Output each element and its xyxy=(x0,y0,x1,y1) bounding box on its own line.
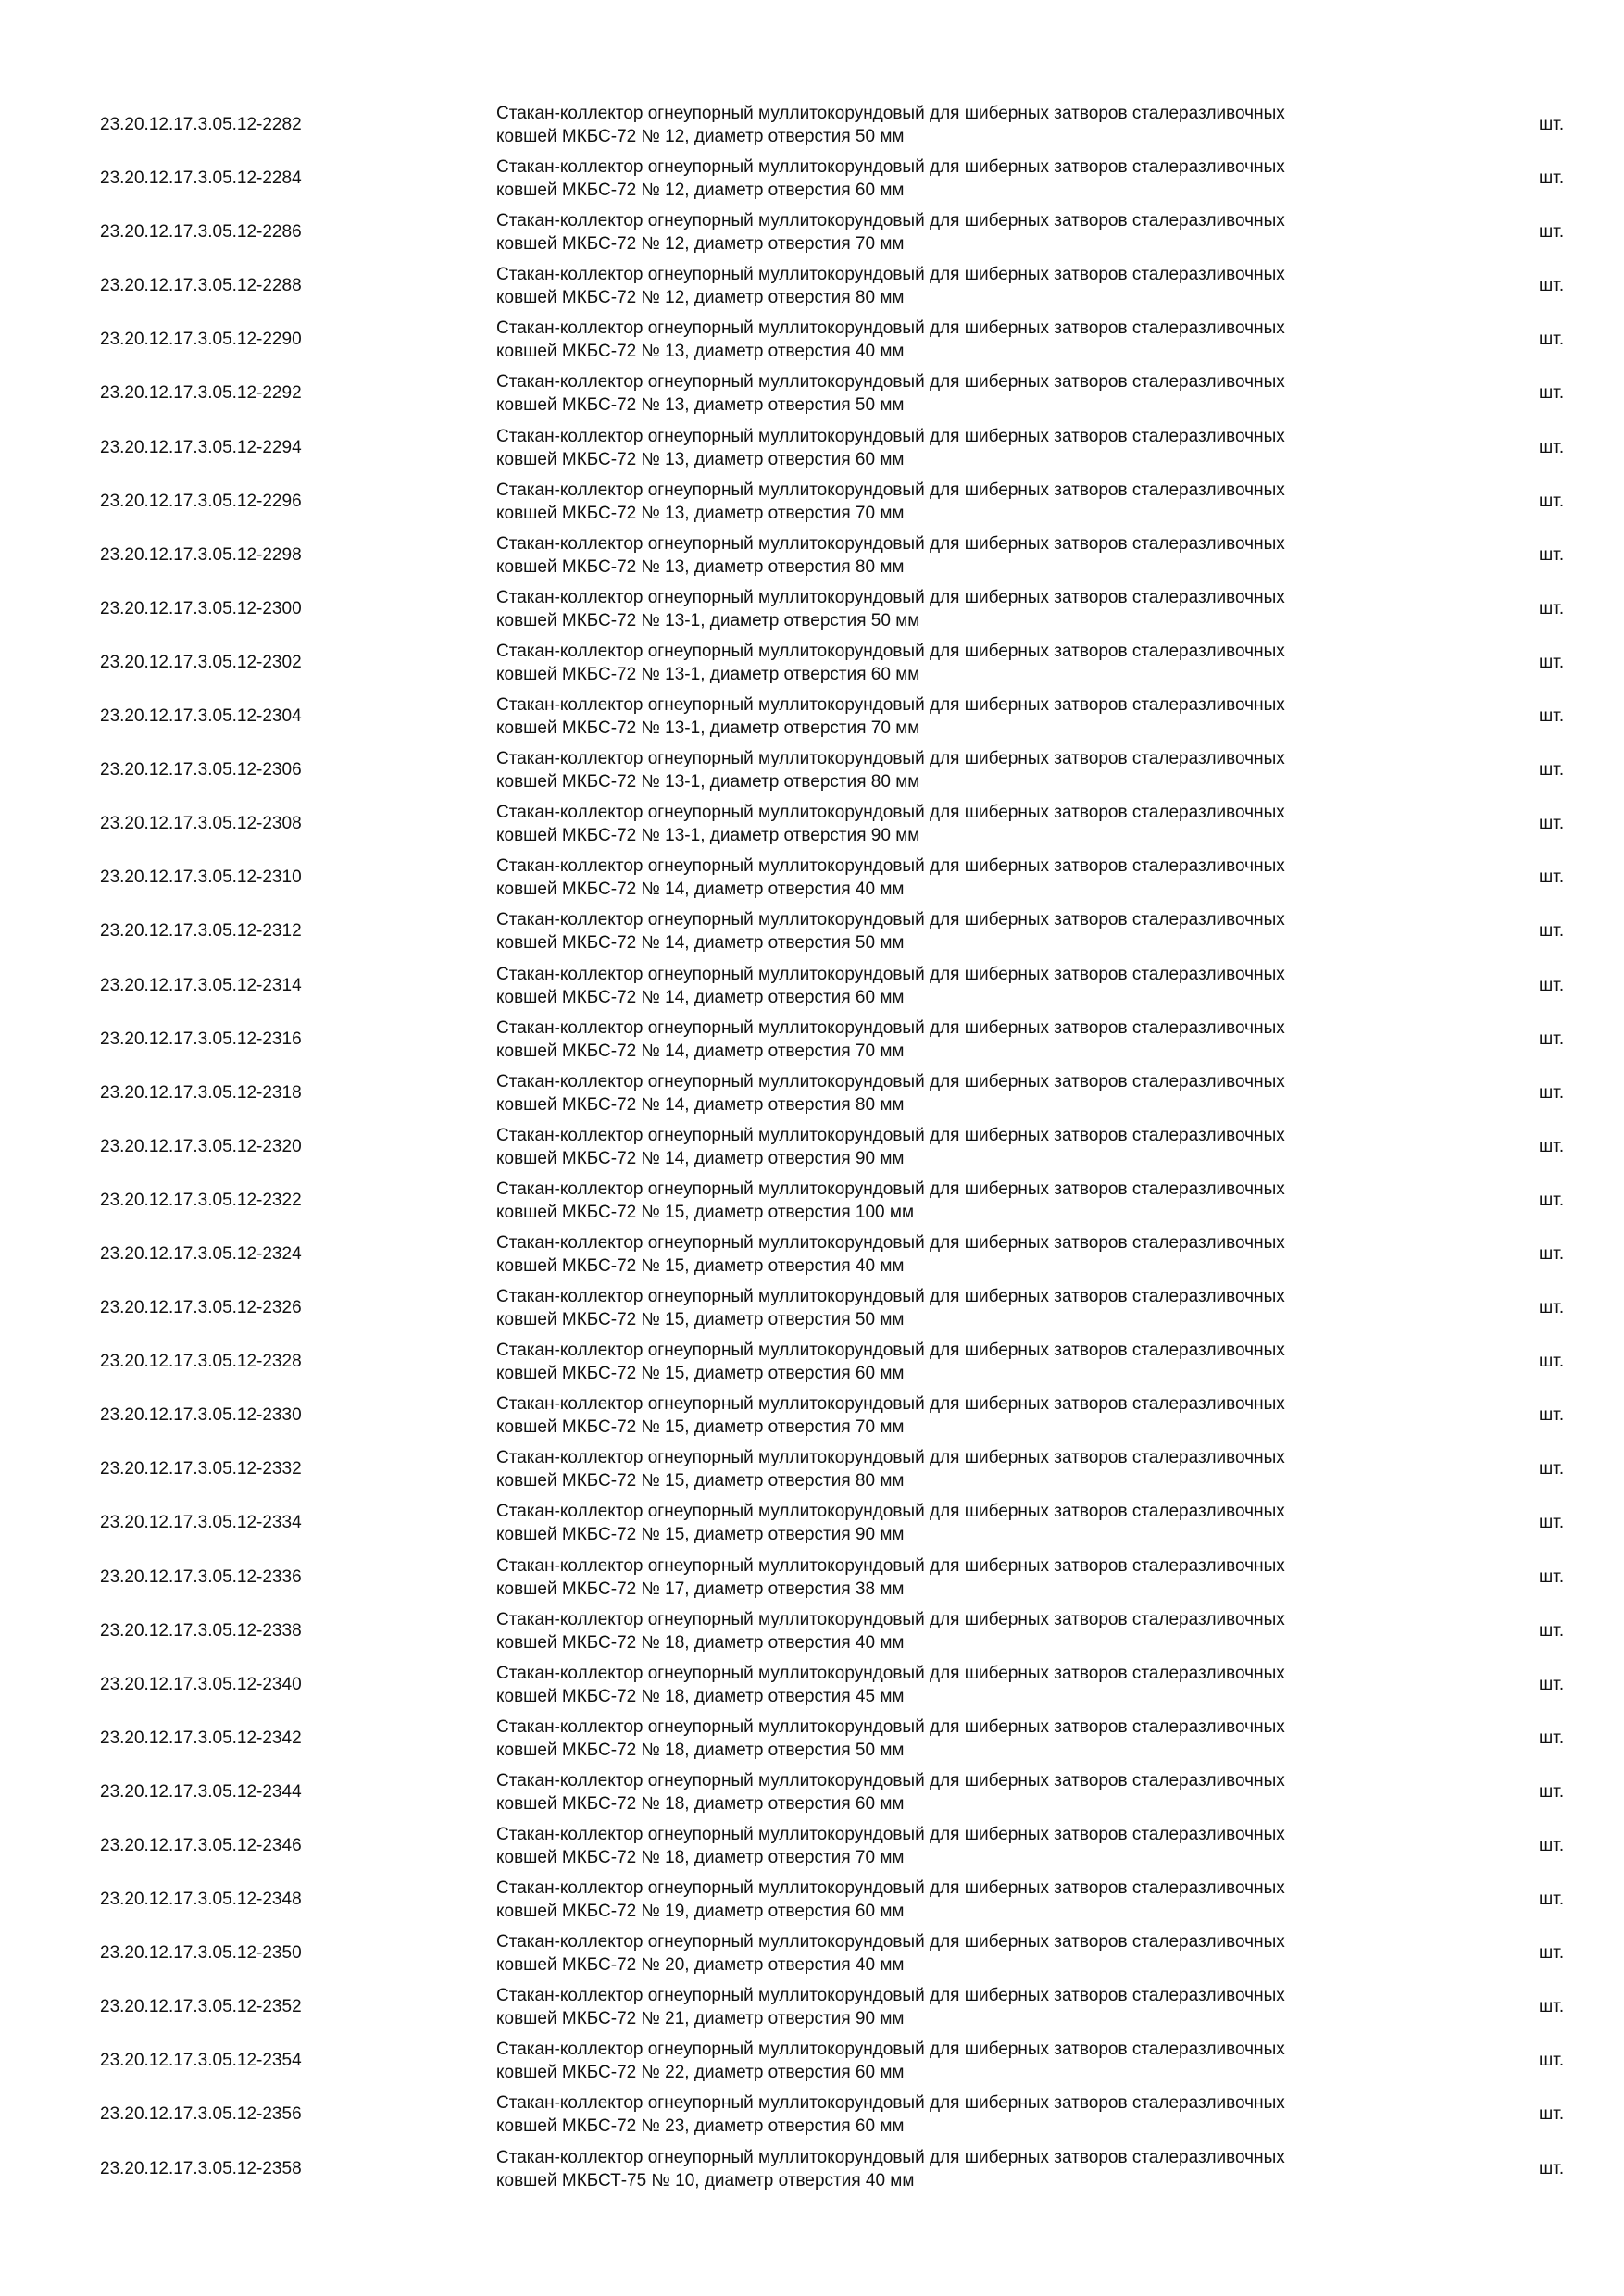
unit-of-measure: шт. xyxy=(1539,1943,1565,1964)
table-row xyxy=(0,2088,1624,2141)
table-row xyxy=(0,1658,1624,1712)
table-row xyxy=(0,1873,1624,1927)
description-line-1: Стакан-коллектор огнеупорный муллитокорундовый для шиберных затворов сталеразливочных xyxy=(496,1663,1285,1683)
unit-of-measure: шт. xyxy=(1539,1566,1565,1587)
resource-description xyxy=(496,1608,1478,1654)
unit-of-measure: шт. xyxy=(1539,544,1565,565)
description-line-1: Стакан-коллектор огнеупорный муллитокорундовый для шиберных затворов сталеразливочных xyxy=(496,1609,1285,1629)
resource-description xyxy=(496,1554,1478,1601)
resource-code: 23.20.12.17.3.05.12-2302 xyxy=(100,652,302,672)
unit-of-measure: шт. xyxy=(1539,276,1565,296)
table-row xyxy=(0,2142,1624,2196)
unit-of-measure: шт. xyxy=(1539,1190,1565,1210)
description-line-1: Стакан-коллектор огнеупорный муллитокорундовый для шиберных затворов сталеразливочных xyxy=(496,695,1285,716)
description-line-2: ковшей МКБС-72 № 18, диаметр отверстия 50 мм xyxy=(496,1740,905,1760)
table-row xyxy=(0,206,1624,259)
unit-of-measure: шт. xyxy=(1539,1836,1565,1855)
resource-code: 23.20.12.17.3.05.12-2284 xyxy=(100,168,302,189)
resource-code: 23.20.12.17.3.05.12-2292 xyxy=(100,383,302,404)
unit-of-measure: шт. xyxy=(1539,1728,1565,1748)
resource-description xyxy=(496,1178,1478,1224)
description-line-2: ковшей МКБС-72 № 13, диаметр отверстия 50 мм xyxy=(496,395,905,416)
table-row xyxy=(0,797,1624,851)
description-line-2: ковшей МКБС-72 № 23, диаметр отверстия 60 мм xyxy=(496,2116,905,2137)
unit-of-measure: шт. xyxy=(1539,1620,1565,1641)
description-line-1: Стакан-коллектор огнеупорный муллитокорундовый для шиберных затворов сталеразливочных xyxy=(496,1878,1285,1899)
description-line-1: Стакан-коллектор огнеупорный муллитокорундовый для шиберных затворов сталеразливочных xyxy=(496,641,1285,661)
table-row xyxy=(0,1281,1624,1335)
resource-code: 23.20.12.17.3.05.12-2358 xyxy=(100,2158,302,2178)
description-line-1: Стакан-коллектор огнеупорный муллитокорундовый для шиберных затворов сталеразливочных xyxy=(496,1448,1285,1468)
resource-code: 23.20.12.17.3.05.12-2320 xyxy=(100,1136,302,1156)
resource-code: 23.20.12.17.3.05.12-2332 xyxy=(100,1459,302,1479)
description-line-1: Стакан-коллектор огнеупорный муллитокорундовый для шиберных затворов сталеразливочных xyxy=(496,1232,1285,1253)
description-line-1: Стакан-коллектор огнеупорный муллитокорундовый для шиберных затворов сталеразливочных xyxy=(496,426,1285,446)
description-line-1: Стакан-коллектор огнеупорный муллитокорундовый для шиберных затворов сталеразливочных xyxy=(496,157,1285,178)
description-line-1: Стакан-коллектор огнеупорный муллитокорундовый для шиберных затворов сталеразливочных xyxy=(496,211,1285,231)
resource-description xyxy=(496,1716,1478,1762)
description-line-2: ковшей МКБС-72 № 14, диаметр отверстия 90 мм xyxy=(496,1148,905,1168)
resource-code: 23.20.12.17.3.05.12-2334 xyxy=(100,1513,302,1533)
table-row xyxy=(0,2034,1624,2088)
description-line-1: Стакан-коллектор огнеупорный муллитокорундовый для шиберных затворов сталеразливочных xyxy=(496,1770,1285,1791)
description-line-2: ковшей МКБС-72 № 18, диаметр отверстия 70 мм xyxy=(496,1848,905,1867)
resource-description xyxy=(496,1877,1478,1923)
resource-description xyxy=(496,747,1478,793)
resource-code: 23.20.12.17.3.05.12-2338 xyxy=(100,1620,302,1641)
description-line-1: Стакан-коллектор огнеупорный муллитокорундовый для шиберных затворов сталеразливочных xyxy=(496,2040,1285,2060)
table-row xyxy=(0,259,1624,313)
table-row xyxy=(0,1712,1624,1766)
resource-code: 23.20.12.17.3.05.12-2356 xyxy=(100,2104,302,2125)
description-line-2: ковшей МКБС-72 № 13-1, диаметр отверстия 50 мм xyxy=(496,610,920,630)
description-line-1: Стакан-коллектор огнеупорный муллитокорундовый для шиберных затворов сталеразливочных xyxy=(496,1502,1285,1522)
description-line-1: Стакан-коллектор огнеупорный муллитокорундовый для шиберных затворов сталеразливочных xyxy=(496,1986,1285,2006)
unit-of-measure: шт. xyxy=(1539,2104,1565,2125)
description-line-2: ковшей МКБС-72 № 12, диаметр отверстия 50 мм xyxy=(496,127,905,146)
table-row xyxy=(0,152,1624,206)
table-row xyxy=(0,1335,1624,1389)
table-row xyxy=(0,1766,1624,1819)
table-row xyxy=(0,98,1624,152)
unit-of-measure: шт. xyxy=(1539,598,1565,618)
resource-code: 23.20.12.17.3.05.12-2330 xyxy=(100,1405,302,1426)
table-row xyxy=(0,1819,1624,1873)
description-line-1: Стакан-коллектор огнеупорный муллитокорундовый для шиберных затворов сталеразливочных xyxy=(496,1716,1285,1737)
resource-description xyxy=(496,479,1478,525)
unit-of-measure: шт. xyxy=(1539,2051,1565,2071)
resource-description xyxy=(496,855,1478,901)
description-line-2: ковшей МКБС-72 № 18, диаметр отверстия 60 мм xyxy=(496,1793,905,1814)
table-row xyxy=(0,582,1624,636)
description-line-1: Стакан-коллектор огнеупорный муллитокорундовый для шиберных затворов сталеразливочных xyxy=(496,1394,1285,1415)
table-row xyxy=(0,1551,1624,1604)
description-line-1: Стакан-коллектор огнеупорный муллитокорундовый для шиберных затворов сталеразливочных xyxy=(496,1125,1285,1145)
table-row xyxy=(0,1013,1624,1067)
description-line-1: Стакан-коллектор огнеупорный муллитокорундовый для шиберных затворов сталеразливочных xyxy=(496,749,1285,769)
description-line-1: Стакан-коллектор огнеупорный муллитокорундовый для шиберных затворов сталеразливочных xyxy=(496,480,1285,500)
unit-of-measure: шт. xyxy=(1539,1459,1565,1479)
resource-description xyxy=(496,2146,1478,2192)
resource-description xyxy=(496,963,1478,1009)
description-line-2: ковшей МКБС-72 № 18, диаметр отверстия 40 мм xyxy=(496,1632,905,1653)
table-row xyxy=(0,313,1624,367)
resource-table xyxy=(0,98,1624,2196)
description-line-2: ковшей МКБС-72 № 12, диаметр отверстия 60 мм xyxy=(496,181,905,201)
description-line-2: ковшей МКБС-72 № 14, диаметр отверстия 70 мм xyxy=(496,1041,905,1061)
description-line-2: ковшей МКБС-72 № 15, диаметр отверстия 70 мм xyxy=(496,1417,905,1438)
unit-of-measure: шт. xyxy=(1539,1405,1565,1426)
table-row xyxy=(0,1228,1624,1281)
table-row xyxy=(0,1980,1624,2034)
description-line-1: Стакан-коллектор огнеупорный муллитокорундовый для шиберных затворов сталеразливочных xyxy=(496,1555,1285,1576)
table-row xyxy=(0,1067,1624,1120)
resource-description xyxy=(496,801,1478,847)
unit-of-measure: шт. xyxy=(1539,867,1565,888)
table-row xyxy=(0,743,1624,797)
resource-description xyxy=(496,156,1478,202)
table-row xyxy=(0,851,1624,905)
description-line-2: ковшей МКБС-72 № 18, диаметр отверстия 45 мм xyxy=(496,1686,905,1706)
resource-description xyxy=(496,1339,1478,1385)
resource-code: 23.20.12.17.3.05.12-2344 xyxy=(100,1781,302,1802)
unit-of-measure: шт. xyxy=(1539,1243,1565,1264)
description-line-2: ковшей МКБС-72 № 13-1, диаметр отверстия 80 мм xyxy=(496,772,920,792)
description-line-2: ковшей МКБС-72 № 13, диаметр отверстия 70 мм xyxy=(496,503,905,523)
table-row xyxy=(0,636,1624,690)
table-row xyxy=(0,1389,1624,1442)
resource-code: 23.20.12.17.3.05.12-2294 xyxy=(100,437,302,457)
table-row xyxy=(0,1604,1624,1658)
table-row xyxy=(0,367,1624,420)
description-line-1: Стакан-коллектор огнеупорный муллитокорундовый для шиберных затворов сталеразливочных xyxy=(496,587,1285,607)
unit-of-measure: шт. xyxy=(1539,1674,1565,1694)
resource-description xyxy=(496,640,1478,686)
unit-of-measure: шт. xyxy=(1539,1136,1565,1156)
description-line-2: ковшей МКБС-72 № 14, диаметр отверстия 80 мм xyxy=(496,1094,905,1115)
resource-code: 23.20.12.17.3.05.12-2328 xyxy=(100,1352,302,1372)
unit-of-measure: шт. xyxy=(1539,1513,1565,1533)
description-line-1: Стакан-коллектор огнеупорный муллитокорундовый для шиберных затворов сталеразливочных xyxy=(496,2093,1285,2114)
resource-code: 23.20.12.17.3.05.12-2298 xyxy=(100,544,302,565)
unit-of-measure: шт. xyxy=(1539,383,1565,404)
resource-description xyxy=(496,263,1478,309)
resource-code: 23.20.12.17.3.05.12-2342 xyxy=(100,1728,302,1748)
description-line-2: ковшей МКБС-72 № 13, диаметр отверстия 80 мм xyxy=(496,556,905,577)
description-line-1: Стакан-коллектор огнеупорный муллитокорундовый для шиберных затворов сталеразливочных xyxy=(496,1179,1285,1199)
resource-description xyxy=(496,693,1478,740)
description-line-1: Стакан-коллектор огнеупорный муллитокорундовый для шиберных затворов сталеразливочных xyxy=(496,318,1285,339)
resource-code: 23.20.12.17.3.05.12-2304 xyxy=(100,706,302,727)
table-row xyxy=(0,529,1624,582)
unit-of-measure: шт. xyxy=(1539,760,1565,780)
description-line-2: ковшей МКБС-72 № 15, диаметр отверстия 40 мм xyxy=(496,1255,905,1276)
description-line-2: ковшей МКБС-72 № 14, диаметр отверстия 40 мм xyxy=(496,880,905,900)
resource-description xyxy=(496,586,1478,632)
resource-code: 23.20.12.17.3.05.12-2346 xyxy=(100,1836,302,1855)
resource-code: 23.20.12.17.3.05.12-2308 xyxy=(100,814,302,834)
unit-of-measure: шт. xyxy=(1539,921,1565,942)
unit-of-measure: шт. xyxy=(1539,115,1565,134)
description-line-1: Стакан-коллектор огнеупорный муллитокорундовый для шиберных затворов сталеразливочных xyxy=(496,265,1285,285)
description-line-2: ковшей МКБС-72 № 13, диаметр отверстия 60 мм xyxy=(496,449,905,469)
unit-of-measure: шт. xyxy=(1539,1298,1565,1318)
resource-code: 23.20.12.17.3.05.12-2348 xyxy=(100,1890,302,1910)
description-line-1: Стакан-коллектор огнеупорный муллитокорундовый для шиберных затворов сталеразливочных xyxy=(496,533,1285,554)
unit-of-measure: шт. xyxy=(1539,330,1565,350)
description-line-1: Стакан-коллектор огнеупорный муллитокорундовый для шиберных затворов сталеразливочных xyxy=(496,856,1285,877)
resource-code: 23.20.12.17.3.05.12-2340 xyxy=(100,1674,302,1694)
description-line-2: ковшей МКБС-72 № 15, диаметр отверстия 80 мм xyxy=(496,1471,905,1491)
table-row xyxy=(0,1442,1624,1496)
description-line-1: Стакан-коллектор огнеупорный муллитокорундовый для шиберных затворов сталеразливочных xyxy=(496,1341,1285,1361)
resource-code: 23.20.12.17.3.05.12-2350 xyxy=(100,1943,302,1964)
unit-of-measure: шт. xyxy=(1539,1082,1565,1103)
resource-description xyxy=(496,1017,1478,1063)
resource-code: 23.20.12.17.3.05.12-2282 xyxy=(100,115,302,134)
description-line-2: ковшей МКБС-72 № 14, диаметр отверстия 60 мм xyxy=(496,987,905,1007)
description-line-2: ковшей МКБС-72 № 13-1, диаметр отверстия 60 мм xyxy=(496,664,920,684)
unit-of-measure: шт. xyxy=(1539,1781,1565,1802)
table-row xyxy=(0,905,1624,958)
description-line-1: Стакан-коллектор огнеупорный муллитокорундовый для шиберных затворов сталеразливочных xyxy=(496,1071,1285,1092)
unit-of-measure: шт. xyxy=(1539,491,1565,511)
resource-code: 23.20.12.17.3.05.12-2310 xyxy=(100,867,302,888)
resource-description xyxy=(496,1500,1478,1546)
unit-of-measure: шт. xyxy=(1539,2158,1565,2178)
description-line-2: ковшей МКБС-72 № 20, диаметр отверстия 40 мм xyxy=(496,1955,905,1976)
resource-description xyxy=(496,1231,1478,1278)
resource-code: 23.20.12.17.3.05.12-2324 xyxy=(100,1243,302,1264)
resource-code: 23.20.12.17.3.05.12-2288 xyxy=(100,276,302,296)
unit-of-measure: шт. xyxy=(1539,168,1565,189)
description-line-1: Стакан-коллектор огнеупорный муллитокорундовый для шиберных затворов сталеразливочных xyxy=(496,1017,1285,1038)
description-line-1: Стакан-коллектор огнеупорный муллитокорундовый для шиберных затворов сталеразливочных xyxy=(496,964,1285,984)
description-line-2: ковшей МКБС-72 № 15, диаметр отверстия 100 мм xyxy=(496,1202,915,1222)
description-line-2: ковшей МКБС-72 № 17, диаметр отверстия 38 мм xyxy=(496,1578,905,1599)
resource-code: 23.20.12.17.3.05.12-2318 xyxy=(100,1082,302,1103)
resource-code: 23.20.12.17.3.05.12-2286 xyxy=(100,222,302,243)
unit-of-measure: шт. xyxy=(1539,222,1565,243)
resource-description xyxy=(496,1446,1478,1492)
resource-description xyxy=(496,2091,1478,2138)
table-row xyxy=(0,1927,1624,1980)
unit-of-measure: шт. xyxy=(1539,975,1565,995)
description-line-2: ковшей МКБС-72 № 21, диаметр отверстия 90 мм xyxy=(496,2009,905,2029)
resource-code: 23.20.12.17.3.05.12-2300 xyxy=(100,598,302,618)
resource-description xyxy=(496,425,1478,471)
unit-of-measure: шт. xyxy=(1539,1029,1565,1049)
resource-code: 23.20.12.17.3.05.12-2314 xyxy=(100,975,302,995)
table-row xyxy=(0,959,1624,1013)
description-line-2: ковшей МКБС-72 № 19, диаметр отверстия 60 мм xyxy=(496,1902,905,1922)
description-line-2: ковшей МКБС-72 № 13-1, диаметр отверстия 70 мм xyxy=(496,718,920,739)
table-row xyxy=(0,1120,1624,1174)
table-row xyxy=(0,1496,1624,1550)
resource-description xyxy=(496,1769,1478,1816)
resource-code: 23.20.12.17.3.05.12-2306 xyxy=(100,760,302,780)
description-line-1: Стакан-коллектор огнеупорный муллитокорундовый для шиберных затворов сталеразливочных xyxy=(496,1287,1285,1307)
resource-description xyxy=(496,1124,1478,1170)
resource-description xyxy=(496,908,1478,955)
table-row xyxy=(0,475,1624,529)
description-line-2: ковшей МКБС-72 № 13-1, диаметр отверстия 90 мм xyxy=(496,826,920,846)
unit-of-measure: шт. xyxy=(1539,814,1565,834)
resource-description xyxy=(496,317,1478,363)
description-line-2: ковшей МКБС-72 № 12, диаметр отверстия 80 мм xyxy=(496,288,905,308)
resource-code: 23.20.12.17.3.05.12-2326 xyxy=(100,1298,302,1318)
unit-of-measure: шт. xyxy=(1539,1890,1565,1910)
description-line-1: Стакан-коллектор огнеупорный муллитокорундовый для шиберных затворов сталеразливочных xyxy=(496,2147,1285,2167)
description-line-1: Стакан-коллектор огнеупорный муллитокорундовый для шиберных затворов сталеразливочных xyxy=(496,803,1285,823)
description-line-2: ковшей МКБС-72 № 12, диаметр отверстия 70 мм xyxy=(496,234,905,255)
description-line-1: Стакан-коллектор огнеупорный муллитокорундовый для шиберных затворов сталеразливочных xyxy=(496,1932,1285,1953)
resource-description xyxy=(496,209,1478,256)
resource-description xyxy=(496,370,1478,417)
description-line-2: ковшей МКБС-72 № 15, диаметр отверстия 60 мм xyxy=(496,1364,905,1384)
resource-code: 23.20.12.17.3.05.12-2336 xyxy=(100,1566,302,1587)
resource-description xyxy=(496,532,1478,579)
resource-description xyxy=(496,1662,1478,1708)
resource-code: 23.20.12.17.3.05.12-2352 xyxy=(100,1997,302,2017)
description-line-1: Стакан-коллектор огнеупорный муллитокорундовый для шиберных затворов сталеразливочных xyxy=(496,104,1285,123)
resource-description xyxy=(496,102,1478,148)
description-line-2: ковшей МКБС-72 № 22, диаметр отверстия 60 мм xyxy=(496,2063,905,2083)
resource-description xyxy=(496,1823,1478,1869)
description-line-2: ковшей МКБС-72 № 15, диаметр отверстия 50 мм xyxy=(496,1310,905,1330)
unit-of-measure: шт. xyxy=(1539,706,1565,727)
description-line-2: ковшей МКБС-72 № 14, диаметр отверстия 50 мм xyxy=(496,933,905,954)
table-row xyxy=(0,421,1624,475)
resource-description xyxy=(496,2038,1478,2084)
table-row xyxy=(0,690,1624,743)
resource-code: 23.20.12.17.3.05.12-2290 xyxy=(100,330,302,350)
resource-code: 23.20.12.17.3.05.12-2354 xyxy=(100,2051,302,2071)
resource-description xyxy=(496,1285,1478,1331)
unit-of-measure: шт. xyxy=(1539,1997,1565,2017)
description-line-2: ковшей МКБСТ-75 № 10, диаметр отверстия 40 мм xyxy=(496,2170,915,2190)
resource-description xyxy=(496,1930,1478,1977)
table-row xyxy=(0,1174,1624,1228)
unit-of-measure: шт. xyxy=(1539,1352,1565,1372)
description-line-1: Стакан-коллектор огнеупорный муллитокорундовый для шиберных затворов сталеразливочных xyxy=(496,372,1285,393)
resource-description xyxy=(496,1984,1478,2030)
resource-code: 23.20.12.17.3.05.12-2296 xyxy=(100,491,302,511)
resource-description xyxy=(496,1392,1478,1439)
description-line-1: Стакан-коллектор огнеупорный муллитокорундовый для шиберных затворов сталеразливочных xyxy=(496,910,1285,930)
unit-of-measure: шт. xyxy=(1539,652,1565,672)
resource-code: 23.20.12.17.3.05.12-2312 xyxy=(100,921,302,942)
description-line-2: ковшей МКБС-72 № 15, диаметр отверстия 90 мм xyxy=(496,1525,905,1545)
resource-code: 23.20.12.17.3.05.12-2316 xyxy=(100,1029,302,1049)
resource-description xyxy=(496,1070,1478,1117)
resource-code: 23.20.12.17.3.05.12-2322 xyxy=(100,1190,302,1210)
unit-of-measure: шт. xyxy=(1539,437,1565,457)
description-line-1: Стакан-коллектор огнеупорный муллитокорундовый для шиберных затворов сталеразливочных xyxy=(496,1825,1285,1844)
description-line-2: ковшей МКБС-72 № 13, диаметр отверстия 40 мм xyxy=(496,342,905,362)
